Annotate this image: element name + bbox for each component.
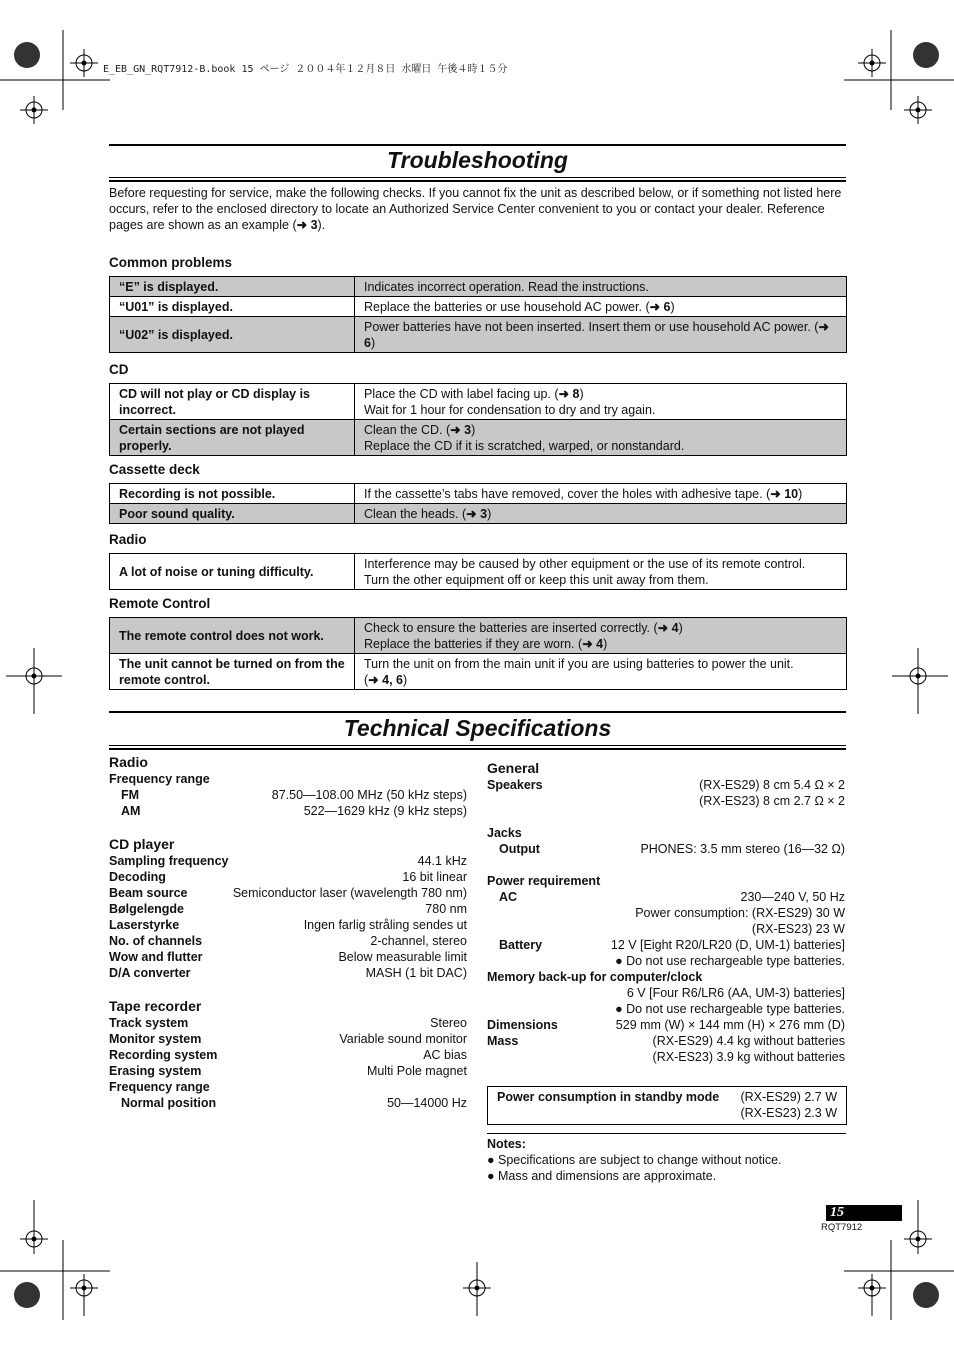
table-row: [110, 277, 847, 297]
page-number: 15: [826, 1205, 902, 1221]
spec-row: [487, 1001, 845, 1017]
section-heading-remote: Remote Control: [109, 596, 211, 611]
spec-value: 230—240 V, 50 Hz: [740, 890, 845, 904]
section-heading-radio: Radio: [109, 532, 147, 547]
spec-key: Decoding: [109, 870, 166, 884]
spec-key: Dimensions: [487, 1018, 558, 1032]
solution-cell: Replace the batteries or use household AC power. (➜ 6): [355, 297, 847, 317]
table-row: [110, 420, 847, 456]
table-row: [110, 618, 847, 654]
spec-row: [109, 1079, 467, 1095]
spec-value: 44.1 kHz: [417, 854, 467, 868]
section-heading-common: Common problems: [109, 255, 233, 270]
spec-key: Track system: [109, 1016, 189, 1030]
solution-cell: Place the CD with label facing up. (➜ 8) Wait for 1 hour for condensation to dry and try again.: [364, 386, 656, 417]
spec-key: Mass: [487, 1034, 519, 1048]
spec-value: 12 V [Eight R20/LR20 (D, UM-1) batteries]: [610, 938, 845, 952]
spec-value: Variable sound monitor: [339, 1032, 467, 1046]
spec-value: ● Do not use rechargeable type batteries.: [615, 1002, 845, 1016]
spec-row: [109, 885, 467, 901]
spec-key: Frequency range: [109, 772, 210, 786]
spec-value: (RX-ES29) 8 cm 5.4 Ω × 2: [699, 778, 845, 792]
spec-row: [109, 1015, 467, 1031]
spec-row: [487, 985, 845, 1001]
spec-key: Output: [499, 842, 540, 856]
spec-value: 50—14000 Hz: [387, 1096, 467, 1110]
specs-left-column: [109, 753, 467, 1111]
standby-value: (RX-ES29) 2.7 W: [740, 1090, 837, 1104]
spec-row: [487, 905, 845, 921]
problem-cell: Recording is not possible.: [110, 484, 355, 504]
spec-row: [109, 933, 467, 949]
spec-value: 780 nm: [425, 902, 467, 916]
troubleshooting-title: Troubleshooting: [386, 147, 568, 173]
spec-row: [487, 841, 845, 857]
spec-key: Erasing system: [109, 1064, 202, 1078]
table-row: [110, 484, 847, 504]
spec-spacer: [487, 857, 845, 873]
spec-row: [487, 777, 845, 793]
problem-cell: “U01” is displayed.: [110, 297, 355, 317]
spec-value: 529 mm (W) × 144 mm (H) × 276 mm (D): [615, 1018, 845, 1032]
spec-value: 6 V [Four R6/LR6 (AA, UM-3) batteries]: [626, 986, 845, 1000]
table-remote-control: [109, 617, 847, 690]
spec-section-title: Tape recorder: [109, 998, 202, 1014]
model-code: RQT7912: [821, 1222, 863, 1233]
solution-cell: Clean the heads. (➜ 3): [355, 504, 847, 524]
specs-rule-top: [109, 711, 846, 713]
spec-value: 16 bit linear: [402, 870, 467, 884]
spec-value: Ingen farlig stråling sendes ut: [303, 918, 467, 932]
spec-value: AC bias: [423, 1048, 467, 1062]
spec-key: Beam source: [109, 886, 188, 900]
spec-key: AM: [121, 804, 141, 818]
problem-cell: “E” is displayed.: [110, 277, 355, 297]
solution-cell: Clean the CD. (➜ 3) Replace the CD if it is scratched, warped, or nonstandard.: [355, 420, 847, 456]
problem-cell: CD will not play or CD display is incorrect.: [110, 384, 355, 420]
spec-key: Memory back-up for computer/clock: [487, 970, 703, 984]
specs-title: Technical Specifications: [343, 715, 612, 741]
solution-cell: Interference may be caused by other equipment or the use of its remote control. Turn the other equipment off or keep this unit away from them.: [364, 556, 806, 587]
spec-row: [487, 1017, 845, 1033]
spec-row: [487, 1049, 845, 1065]
problem-cell: Poor sound quality.: [110, 504, 355, 524]
table-row: [110, 317, 847, 353]
title-rule-top: [109, 144, 846, 146]
spec-key: Recording system: [109, 1048, 218, 1062]
spec-key: Power requirement: [487, 874, 601, 888]
table-row: [110, 504, 847, 524]
spec-row: [109, 787, 467, 803]
table-cassette: [109, 483, 847, 524]
spec-section-title: General: [487, 760, 540, 776]
solution-cell: Indicates incorrect operation. Read the instructions.: [355, 277, 847, 297]
spec-row: [109, 917, 467, 933]
spec-value: (RX-ES23) 3.9 kg without batteries: [652, 1050, 845, 1064]
table-cd: [109, 383, 847, 456]
spec-value: 2-channel, stereo: [370, 934, 467, 948]
standby-power-box: [487, 1086, 847, 1125]
spec-key: FM: [121, 788, 140, 802]
spec-value: (RX-ES23) 23 W: [751, 922, 845, 936]
spec-key: Bølgelengde: [109, 902, 185, 916]
spec-value: PHONES: 3.5 mm stereo (16—32 Ω): [640, 842, 845, 856]
spec-row: [487, 969, 845, 985]
spec-key: Speakers: [487, 778, 543, 792]
note-item: ● Mass and dimensions are approximate.: [487, 1169, 717, 1183]
spec-section-title: CD player: [109, 836, 175, 852]
table-row: [110, 297, 847, 317]
note-item: ● Specifications are subject to change without notice.: [487, 1153, 782, 1167]
spec-value: ● Do not use rechargeable type batteries.: [615, 954, 845, 968]
spec-row: [109, 949, 467, 965]
spec-value: Below measurable limit: [338, 950, 467, 964]
spec-row: [487, 889, 845, 905]
spec-key: Frequency range: [109, 1080, 210, 1094]
specs-right-column: [487, 759, 845, 1065]
spec-key: D/A converter: [109, 966, 191, 980]
spec-key: Wow and flutter: [109, 950, 203, 964]
spec-row: [109, 869, 467, 885]
spec-value: (RX-ES23) 8 cm 2.7 Ω × 2: [699, 794, 845, 808]
spec-spacer: [109, 819, 467, 835]
spec-key: Battery: [499, 938, 543, 952]
spec-value: (RX-ES29) 4.4 kg without batteries: [652, 1034, 845, 1048]
spec-row: [109, 1047, 467, 1063]
specs-rule-bottom-1: [109, 745, 846, 746]
table-row: [110, 554, 847, 590]
spec-row: [487, 921, 845, 937]
problem-cell: “U02” is displayed.: [110, 317, 355, 353]
spec-key: Normal position: [121, 1096, 217, 1110]
problem-cell: Certain sections are not played properly.: [110, 420, 355, 456]
spec-row: [109, 1031, 467, 1047]
spec-row: [109, 901, 467, 917]
table-common-problems: [109, 276, 847, 353]
spec-row: [109, 853, 467, 869]
spec-key: Laserstyrke: [109, 918, 180, 932]
spec-row: [487, 825, 845, 841]
spec-section-title: Radio: [109, 754, 148, 770]
solution-cell: Check to ensure the batteries are inserted correctly. (➜ 4) Replace the batteries if they are worn. (➜ 4): [355, 618, 847, 654]
spec-key: Jacks: [487, 826, 522, 840]
spec-key: Sampling frequency: [109, 854, 229, 868]
table-row: [110, 654, 847, 690]
standby-value: (RX-ES23) 2.3 W: [740, 1106, 837, 1120]
section-heading-cd: CD: [109, 362, 129, 377]
problem-cell: A lot of noise or tuning difficulty.: [110, 554, 355, 590]
problem-cell: The remote control does not work.: [110, 618, 355, 654]
spec-row: [487, 937, 845, 953]
standby-label: Power consumption in standby mode: [497, 1090, 720, 1104]
spec-key: No. of channels: [109, 934, 203, 948]
spec-value: Semiconductor laser (wavelength 780 nm): [232, 886, 467, 900]
spec-key: AC: [499, 890, 518, 904]
spec-row: [487, 793, 845, 809]
troubleshooting-intro: Before requesting for service, make the following checks. If you cannot fix the unit as described below, or if something not listed here occurs, refer to the enclosed directory to locate an Authorized Service Center convenient to you or contact your dealer. Reference pages are shown as an example (➜ 3).: [109, 186, 842, 232]
spec-row: [109, 803, 467, 819]
spec-row: [487, 873, 845, 889]
specs-rule-bottom-2: [109, 748, 846, 750]
spec-row: [109, 965, 467, 981]
solution-cell: If the cassette’s tabs have removed, cover the holes with adhesive tape. (➜ 10): [364, 486, 803, 501]
spec-row: [487, 1033, 845, 1049]
print-header-line: E_EB_GN_RQT7912-B.book 15 ページ ２００４年１２月８日 水曜日 午後４時１５分: [103, 64, 508, 75]
problem-cell: The unit cannot be turned on from the remote control.: [110, 654, 355, 690]
spec-value: Power consumption: (RX-ES29) 30 W: [635, 906, 845, 920]
spec-key: Monitor system: [109, 1032, 202, 1046]
title-rule-bottom-2: [109, 180, 846, 182]
spec-row: [109, 771, 467, 787]
spec-spacer: [487, 809, 845, 825]
table-radio: [109, 553, 847, 590]
spec-row: [109, 1095, 467, 1111]
spec-row: [109, 1063, 467, 1079]
spec-value: 87.50—108.00 MHz (50 kHz steps): [271, 788, 467, 802]
spec-value: Multi Pole magnet: [366, 1064, 467, 1078]
notes-block: [487, 1136, 847, 1184]
solution-cell: Turn the unit on from the main unit if you are using batteries to power the unit. (➜ 4, 6): [355, 654, 847, 690]
notes-rule: [487, 1133, 846, 1134]
title-rule-bottom-1: [109, 177, 846, 178]
spec-row: [487, 953, 845, 969]
spec-value: MASH (1 bit DAC): [365, 966, 467, 980]
spec-value: Stereo: [430, 1016, 467, 1030]
spec-spacer: [109, 981, 467, 997]
notes-title: Notes:: [487, 1137, 526, 1151]
solution-cell: Power batteries have not been inserted. Insert them or use household AC power. (➜ 6): [355, 317, 847, 353]
spec-value: 522—1629 kHz (9 kHz steps): [303, 804, 467, 818]
section-heading-cassette: Cassette deck: [109, 462, 200, 477]
table-row: [110, 384, 847, 420]
